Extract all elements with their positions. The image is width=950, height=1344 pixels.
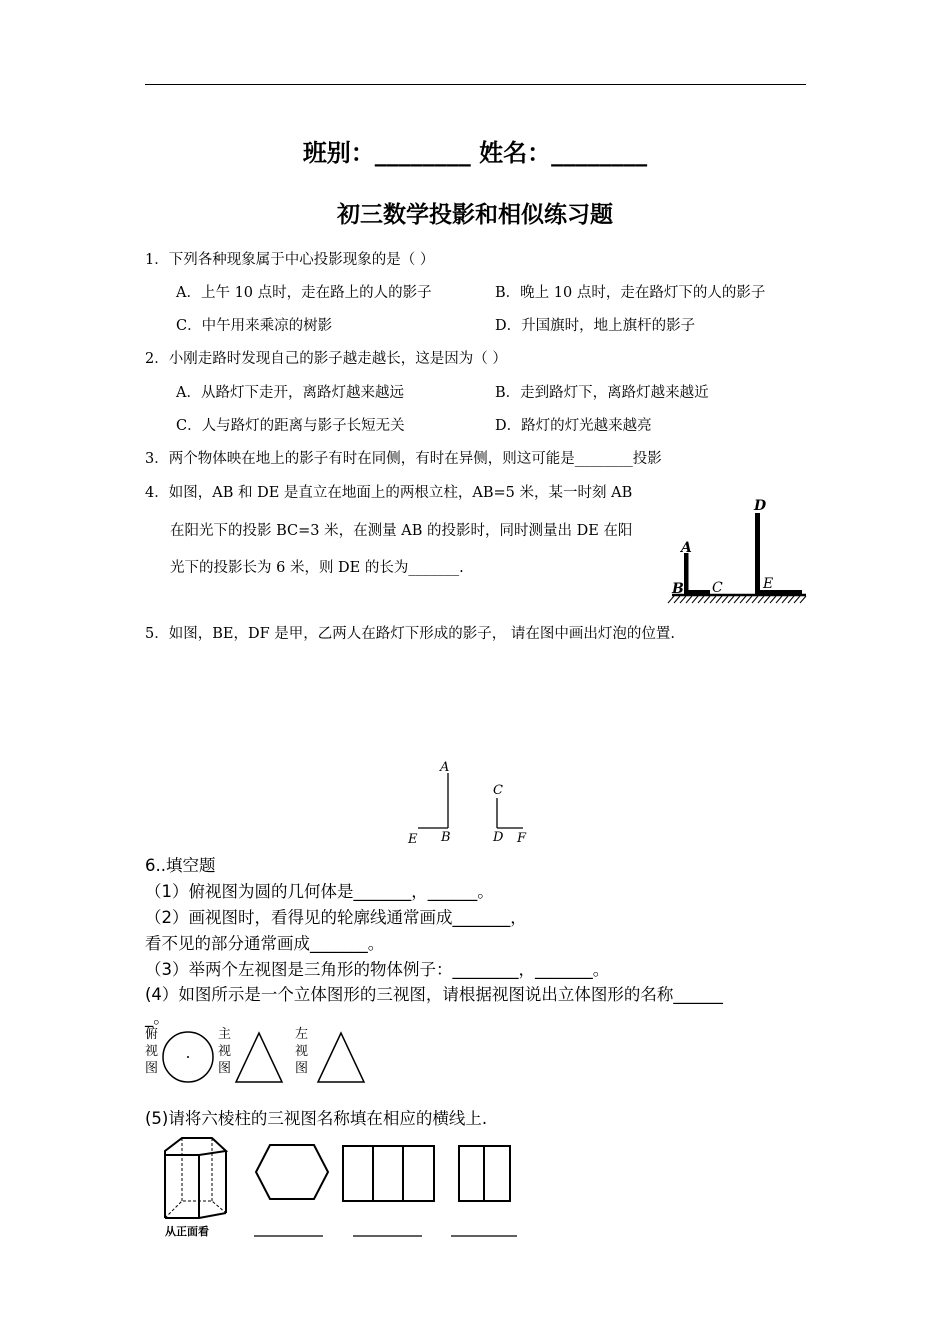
- q4-line3: 光下的投影长为 6 米，则 DE 的长为_______.: [170, 560, 464, 576]
- class-name-header: 班别：________ 姓名：________: [302, 139, 648, 167]
- front-view-triangle: [236, 1033, 282, 1082]
- q1-option-a: A．上午 10 点时，走在路上的人的影子: [176, 285, 432, 301]
- q1-option-b: B．晚上 10 点时，走在路灯下的人的影子: [495, 285, 766, 301]
- q6-part3: （3）举两个左视图是三角形的物体例子：________，_______。: [145, 960, 610, 979]
- label-a: A: [440, 760, 450, 775]
- q4-line1: 4．如图，AB 和 DE 是直立在地面上的两根立柱，AB=5 米，某一时刻 AB: [145, 485, 633, 501]
- q6-part2: （2）画视图时，看得见的轮廓线通常画成_______，: [145, 908, 527, 927]
- q6-part1: （1）俯视图为圆的几何体是_______，______。: [145, 882, 494, 901]
- q2-option-d: D．路灯的灯光越来越亮: [495, 418, 652, 434]
- label-d: D: [754, 498, 767, 514]
- q6-heading: 6..填空题: [145, 856, 216, 875]
- pillar-de: [755, 513, 760, 595]
- q6-part4: (4）如图所示是一个立体图形的三视图，请根据视图说出立体图形的名称______: [145, 985, 723, 1004]
- q4-pillars-figure: [666, 495, 811, 607]
- label-a: A: [681, 540, 692, 556]
- prism-hidden-edges: [165, 1138, 226, 1218]
- q1-stem: 1．下列各种现象属于中心投影现象的是（ ）: [145, 252, 435, 268]
- q2-option-c: C．人与路灯的距离与影子长短无关: [176, 418, 405, 434]
- left-view-triangle: [318, 1033, 364, 1082]
- circle-center-dot: [187, 1056, 189, 1058]
- prism-caption: 从正面看: [165, 1225, 209, 1238]
- three-views-figure: [160, 1028, 375, 1088]
- label-d: D: [493, 830, 504, 845]
- hexagonal-prism-figure: [155, 1133, 525, 1243]
- q1-option-d: D．升国旗时，地上旗杆的影子: [495, 318, 696, 334]
- shadow-bc: [686, 590, 710, 594]
- q3-stem: 3．两个物体映在地上的影子有时在同侧，有时在异侧，则这可能是________投影: [145, 451, 662, 467]
- q6-part4-cont: _。: [145, 1008, 170, 1027]
- prism-solid: [165, 1138, 226, 1218]
- q5-shadow-figure: [400, 755, 540, 850]
- front-view-rect: [343, 1146, 434, 1201]
- label-e: E: [763, 576, 774, 592]
- label-b: B: [441, 830, 451, 845]
- q6-part5: (5)请将六棱柱的三视图名称填在相应的横线上.: [145, 1109, 488, 1128]
- left-view-label: 左 视 图: [295, 1027, 309, 1076]
- label-c: C: [493, 783, 503, 798]
- label-c: C: [712, 580, 723, 596]
- q6-part2-cont: 看不见的部分通常画成_______。: [145, 934, 385, 953]
- hexagon-view: [256, 1145, 328, 1199]
- q2-option-a: A．从路灯下走开，离路灯越来越远: [176, 385, 404, 401]
- q4-line2: 在阳光下的投影 BC=3 米，在测量 AB 的投影时，同时测量出 DE 在阳: [170, 523, 633, 539]
- q2-option-b: B．走到路灯下，离路灯越来越近: [495, 385, 709, 401]
- q2-stem: 2．小刚走路时发现自己的影子越走越长，这是因为（ ）: [145, 351, 507, 367]
- pillar-ab: [684, 553, 689, 595]
- q5-stem: 5．如图，BE，DF 是甲，乙两人在路灯下形成的影子， 请在图中画出灯泡的位置.: [145, 626, 675, 642]
- top-rule: [145, 84, 806, 85]
- label-e: E: [408, 832, 418, 847]
- page-title: 初三数学投影和相似练习题: [337, 202, 613, 228]
- q1-option-c: C．中午用来乘凉的树影: [176, 318, 333, 334]
- ground-hatching: [668, 596, 806, 603]
- top-view-label: 俯 视 图: [145, 1027, 159, 1076]
- label-b: B: [672, 581, 684, 597]
- label-f: F: [517, 831, 527, 846]
- front-view-label: 主 视 图: [218, 1027, 232, 1076]
